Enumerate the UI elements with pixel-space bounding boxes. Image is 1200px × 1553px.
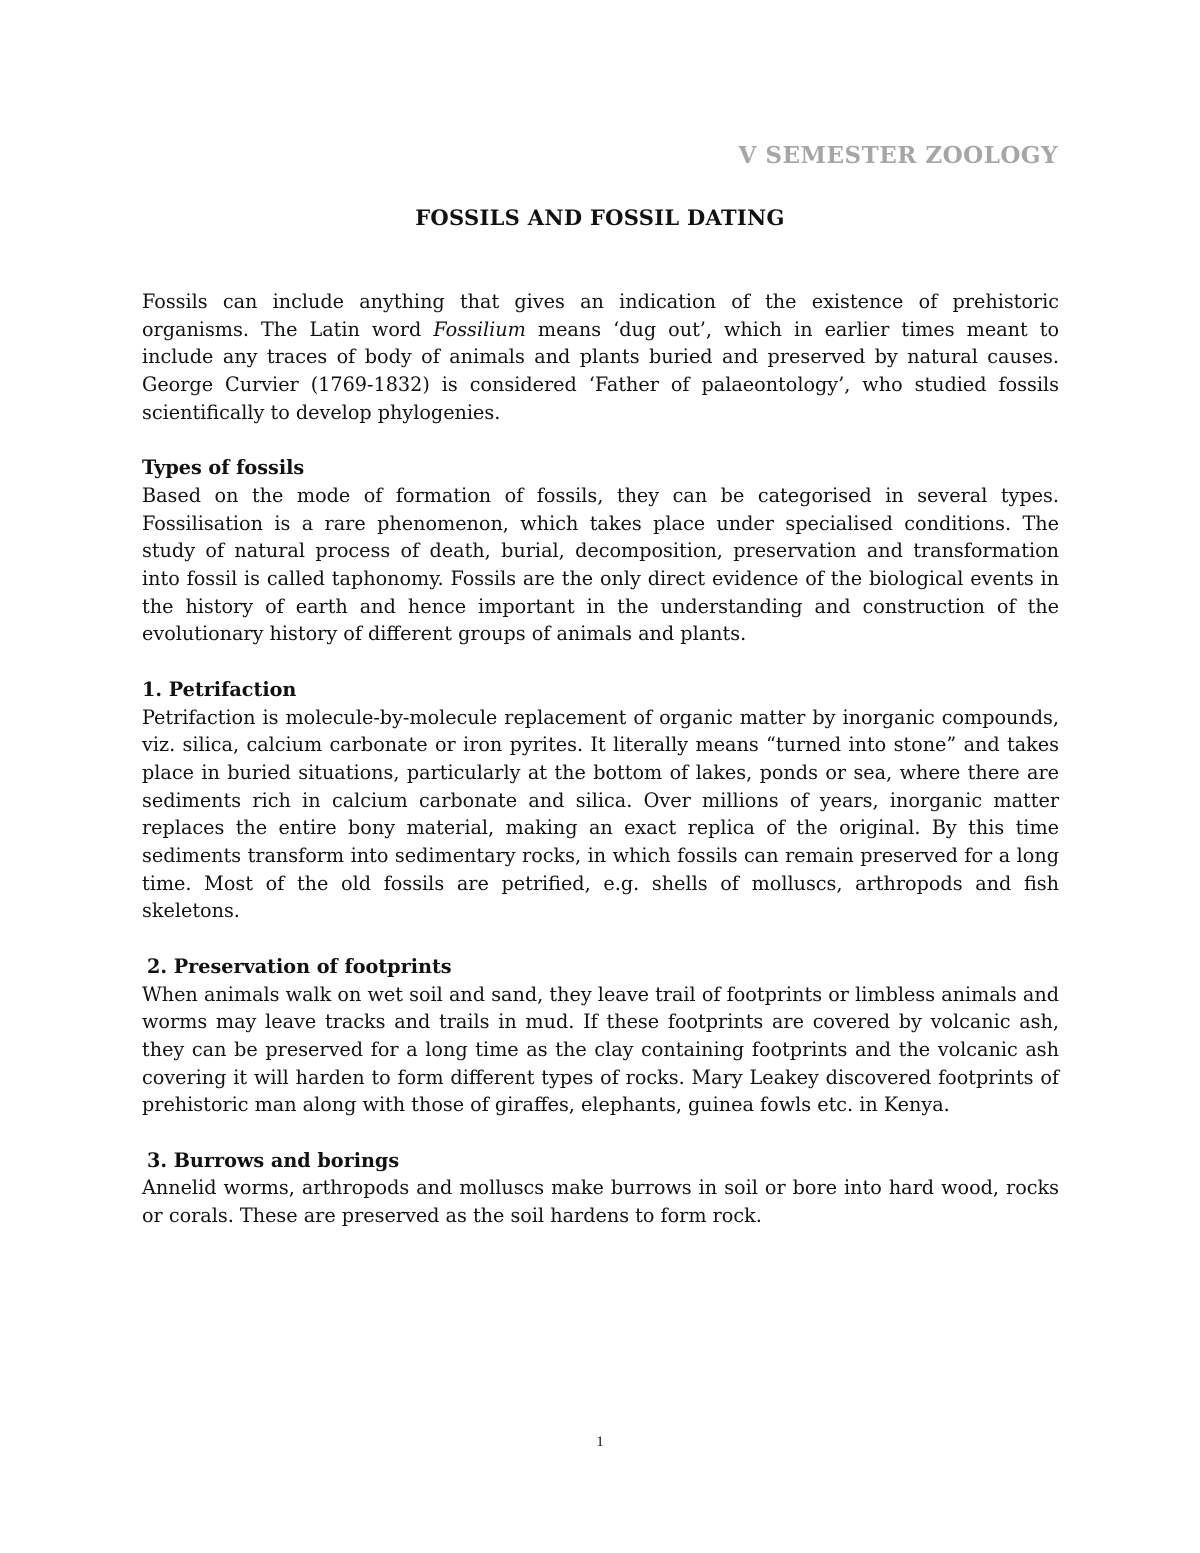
intro-text-part2: means ‘dug out’, which in earlier times meant to include any traces of body of animals and plants buried and preserved by natural causes. George Curvier (1769-1832) is considered ‘Father of palaeontology’, who studied fossils scientifically to develop phylogenies.	[142, 317, 1059, 424]
section-body-petrifaction: Petrifaction is molecule-by-molecule replacement of organic matter by inorganic compounds, viz. silica, calcium carbonate or iron pyrites. It literally means “turned into stone” and takes place in buried situations, particularly at the bottom of lakes, ponds or sea, where there are sediments rich in calcium carbonate and silica. Over millions of years, inorganic matter replaces the entire bony material, making an exact replica of the original. By this time sediments transform into sedimentary rocks, in which fossils can remain preserved for a long time. Most of the old fossils are petrified, e.g. shells of molluscs, arthropods and fish skeletons.	[142, 705, 1059, 923]
section-body-types-of-fossils: Based on the mode of formation of fossils, they can be categorised in several types. Fossilisation is a rare phenomenon, which takes place under specialised conditions. The study of natural process of death, burial, decomposition, preservation and transformation into fossil is called taphonomy. Fossils are the only direct evidence of the biological events in the history of earth and hence important in the understanding and construction of the evolutionary history of different groups of animals and plants.	[142, 483, 1059, 646]
paragraph-spacer	[142, 925, 1059, 953]
section-body-footprints: When animals walk on wet soil and sand, they leave trail of footprints or limbless animals and worms may leave tracks and trails in mud. If these footprints are covered by volcanic ash, they can be preserved for a long time as the clay containing footprints and the volcanic ash covering it will harden to form different types of rocks. Mary Leakey discovered footprints of prehistoric man along with those of giraffes, elephants, guinea fowls etc. in Kenya.	[142, 982, 1059, 1117]
section-heading-types-of-fossils: Types of fossils	[142, 456, 305, 480]
paragraph-spacer	[142, 648, 1059, 676]
intro-text-part1: Fossils can include anything that gives an indication of the existence of prehistoric organisms. The Latin word	[142, 290, 1059, 341]
page-number: 1	[596, 1434, 604, 1450]
intro-paragraph	[142, 288, 1059, 427]
section-heading-footprints: 2. Preservation of footprints	[147, 954, 452, 978]
section-body-burrows: Annelid worms, arthropods and molluscs make burrows in soil or bore into hard wood, rocks or corals. These are preserved as the soil hardens to form rock.	[142, 1176, 1059, 1228]
document-title: FOSSILS AND FOSSIL DATING	[415, 205, 785, 230]
course-header: V SEMESTER ZOOLOGY	[738, 142, 1058, 169]
document-body	[142, 288, 1059, 1230]
section-heading-petrifaction: 1. Petrifaction	[142, 677, 297, 701]
paragraph-spacer	[142, 427, 1059, 455]
latin-term: Fossilium	[433, 317, 526, 341]
paragraph-spacer	[142, 1119, 1059, 1147]
section-heading-burrows: 3. Burrows and borings	[147, 1148, 400, 1172]
